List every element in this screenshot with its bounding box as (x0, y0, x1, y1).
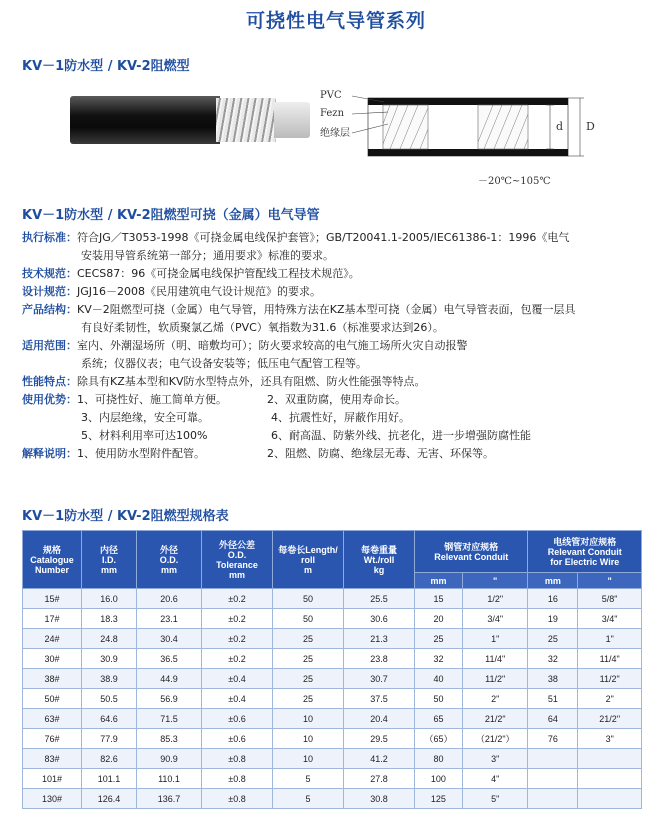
table-cell: 30.9 (82, 649, 137, 669)
table-cell: 30.6 (344, 609, 415, 629)
table-cell: 50 (273, 609, 344, 629)
table-cell: 21/2" (462, 709, 528, 729)
col-conduit-electric-wire: 电线管对应规格 Relevant Conduit for Electric Wire (528, 531, 642, 573)
table-cell: 11/2" (578, 669, 642, 689)
table-cell: 25.5 (344, 589, 415, 609)
table-cell: 11/2" (462, 669, 528, 689)
table-cell: 76# (23, 729, 82, 749)
table-cell (528, 769, 578, 789)
table-cell: 5 (273, 789, 344, 809)
table-cell: 2" (462, 689, 528, 709)
col-length: 每卷长Length/ roll m (273, 531, 344, 589)
table-cell: 110.1 (137, 769, 202, 789)
table-cell (528, 789, 578, 809)
col-relevant-conduit: 钢管对应规格 Relevant Conduit (415, 531, 528, 573)
table-cell: 36.5 (137, 649, 202, 669)
table-cell: 10 (273, 729, 344, 749)
section-title-product: KV－1防水型 / KV-2阻燃型 (22, 59, 190, 74)
table-cell: 15# (23, 589, 82, 609)
table-cell: 41.2 (344, 749, 415, 769)
table-cell: 64 (528, 709, 578, 729)
table-row (23, 649, 642, 669)
table-cell: ±0.2 (202, 629, 273, 649)
table-cell: 101.1 (82, 769, 137, 789)
table-cell: 23.1 (137, 609, 202, 629)
col-catalogue: 规格 Catalogue Number (23, 531, 82, 589)
table-cell: 10 (273, 749, 344, 769)
table-cell: 11/4" (462, 649, 528, 669)
table-cell: 21.3 (344, 629, 415, 649)
table-cell: 17# (23, 609, 82, 629)
table-cell: 30# (23, 649, 82, 669)
table-cell: 1" (462, 629, 528, 649)
table-cell: 80 (415, 749, 463, 769)
table-row (23, 789, 642, 809)
table-cell: 51 (528, 689, 578, 709)
label-pvc: PVC (320, 90, 342, 101)
table-cell (578, 769, 642, 789)
table-cell: 24.8 (82, 629, 137, 649)
table-cell: 76 (528, 729, 578, 749)
table-row (23, 609, 642, 629)
table-row (23, 709, 642, 729)
table-cell (578, 749, 642, 769)
table-row (23, 589, 642, 609)
table-cell: ±0.8 (202, 749, 273, 769)
table-cell: 25 (273, 649, 344, 669)
table-cell: ±0.4 (202, 689, 273, 709)
table-row (23, 749, 642, 769)
conduit-photo (70, 96, 310, 144)
table-cell: 24# (23, 629, 82, 649)
table-cell: 125 (415, 789, 463, 809)
table-cell: 30.7 (344, 669, 415, 689)
table-cell: 56.9 (137, 689, 202, 709)
table-cell: 44.9 (137, 669, 202, 689)
table-cell (528, 749, 578, 769)
table-cell: 65 (415, 709, 463, 729)
temperature-range: －20℃~105℃ (478, 176, 551, 187)
table-cell: 3/4" (462, 609, 528, 629)
table-cell: 50# (23, 689, 82, 709)
table-cell: 85.3 (137, 729, 202, 749)
table-row (23, 689, 642, 709)
table-cell (578, 789, 642, 809)
table-cell: 1" (578, 629, 642, 649)
table-cell: 50 (273, 589, 344, 609)
table-cell: 20 (415, 609, 463, 629)
table-cell: 25 (273, 669, 344, 689)
col-weight: 每卷重量 Wt./roll kg (344, 531, 415, 589)
table-cell: 5" (462, 789, 528, 809)
page-title: 可挠性电气导管系列 (245, 10, 426, 32)
table-cell: ±0.8 (202, 769, 273, 789)
table-cell: 25 (528, 629, 578, 649)
table-cell: 83# (23, 749, 82, 769)
col-od: 外径 O.D. mm (137, 531, 202, 589)
metal-layer (216, 98, 276, 142)
table-cell: 82.6 (82, 749, 137, 769)
table-cell: 25 (415, 629, 463, 649)
table-cell: 63# (23, 709, 82, 729)
insulation-core (274, 102, 310, 138)
table-cell: 25 (273, 629, 344, 649)
table-cell: 77.9 (82, 729, 137, 749)
pvc-jacket (70, 96, 220, 144)
table-cell: 50 (415, 689, 463, 709)
table-cell: ±0.6 (202, 709, 273, 729)
table-cell: 32 (528, 649, 578, 669)
table-cell: 38# (23, 669, 82, 689)
cross-section-diagram (318, 84, 618, 194)
section-title-table: KV－1防水型 / KV-2阻燃型规格表 (22, 509, 229, 524)
table-cell: 64.6 (82, 709, 137, 729)
label-insulation: 绝缘层 (320, 128, 350, 139)
table-cell: 21/2" (578, 709, 642, 729)
table-cell: 23.8 (344, 649, 415, 669)
col-id: 内径 I.D. mm (82, 531, 137, 589)
table-cell: ±0.2 (202, 609, 273, 629)
table-cell: 126.4 (82, 789, 137, 809)
table-cell: （65） (415, 729, 463, 749)
table-cell: ±0.4 (202, 669, 273, 689)
table-cell: 20.6 (137, 589, 202, 609)
col-tolerance: 外径公差 O.D. Tolerance mm (202, 531, 273, 589)
table-cell: 37.5 (344, 689, 415, 709)
table-cell: ±0.6 (202, 729, 273, 749)
table-cell: 16.0 (82, 589, 137, 609)
table-cell: 3/4" (578, 609, 642, 629)
table-cell: 10 (273, 709, 344, 729)
spec-standard: 执行标准：符合JG／T3053-1998《可挠金属电线保护套管》；GB/T20041.1-2005/IEC61386-1：1996《电气 安装用导管系统第一部分；通用要求》标准的要求。 技术规范：CECS87：96《可挠金属电线保护管配线工程技术规范》。 设计规范：JGJ16－2008《民用建筑电气设计规范》的要求。 产品结构：KV－2阻燃型可挠（金属）电气导管，用特殊方法在KZ基本型可挠（金属）电气导管表面，包覆一层具 有良好柔韧性，软质聚氯乙烯（PVC）氧指数为31.6（标准要求达到26）。 适用范围：室内、外潮湿场所（明、暗敷均可）；防火要求较高的电气施工场所火灾自动报警 系统；仪器仪表；电气设备安装等；低压电气配管工程等。 性能特点：除具有KZ基本型和KV防水型特点外，还具有阻燃、防火性能强等特点。 使用优势：1、可挠性好、施工简单方便。 2、双重防腐，使用寿命长。 3、内层绝缘，安全可靠。 4、抗震性好，屏蔽作用好。 5、材料利用率可达100% 6、耐高温、防紫外线、抗老化，进一步增强防腐性能 解释说明：1、使用防水型附件配管。 2、阻燃、防腐、绝缘层无毒、无害、环保等。 (22, 231, 576, 460)
table-cell: 3" (462, 749, 528, 769)
section-title-conduit: KV－1防水型 / KV-2阻燃型可挠（金属）电气导管 (22, 208, 320, 223)
table-cell: 38 (528, 669, 578, 689)
table-cell: 32 (415, 649, 463, 669)
table-cell: 1/2" (462, 589, 528, 609)
table-cell: 101# (23, 769, 82, 789)
table-cell: 11/4" (578, 649, 642, 669)
table-cell: 4" (462, 769, 528, 789)
table-cell: 29.5 (344, 729, 415, 749)
table-row (23, 769, 642, 789)
table-cell: 100 (415, 769, 463, 789)
label-fezn: Fezn (320, 108, 345, 119)
table-cell: ±0.2 (202, 589, 273, 609)
label-standard: 执行标准： (22, 231, 77, 244)
table-cell: 130# (23, 789, 82, 809)
table-cell: 5 (273, 769, 344, 789)
table-cell: 2" (578, 689, 642, 709)
table-cell: 25 (273, 689, 344, 709)
table-row (23, 669, 642, 689)
table-cell: 3" (578, 729, 642, 749)
table-cell: 19 (528, 609, 578, 629)
table-cell: 5/8" (578, 589, 642, 609)
table-cell: 40 (415, 669, 463, 689)
table-cell: 71.5 (137, 709, 202, 729)
table-cell: 30.4 (137, 629, 202, 649)
table-cell: 27.8 (344, 769, 415, 789)
table-row (23, 629, 642, 649)
table-cell: ±0.2 (202, 649, 273, 669)
dim-D: D (586, 120, 595, 133)
spec-table: 规格 Catalogue Number 内径 I.D. mm 外径 O.D. mm 外径公差 O.D. Tolerance mm 每卷长Length/ roll m 每卷重量 Wt./roll kg 钢管对应规格 Relevant Conduit 电线管对应规格 Relevant Conduit for Electric Wire mm " mm " 15# 16.0 20.6 ±0.2 50 25.5 15 1/2" 16 5/8" 17# 18.3 23.1 ±0.2 50 30.6 20 3/4" 19 3/4" 24# 24.8 30.4 ±0.2 25 21.3 25 1" 25 1" 30# 30.9 36.5 ±0.2 25 23.8 32 11/4" 32 11/4" 38# 38.9 44.9 ±0.4 25 30.7 40 11/2" 38 11/2" 50# 50.5 56.9 ±0.4 25 37.5 50 2" 51 2" 63# 64.6 71.5 ±0.6 10 20.4 65 21/2" 64 21/2" 76# 77.9 85.3 ±0.6 10 29.5 （65） （21/2"） 76 3" 83# 82.6 90.9 ±0.8 10 41.2 80 3" 101# 101.1 110.1 ±0.8 5 27.8 100 4" 130# 126.4 136.7 ±0.8 5 30.8 125 5" (22, 530, 642, 809)
table-cell: 30.8 (344, 789, 415, 809)
dim-d: d (556, 120, 564, 133)
table-cell: 20.4 (344, 709, 415, 729)
table-cell: ±0.8 (202, 789, 273, 809)
table-cell: 15 (415, 589, 463, 609)
table-cell: 90.9 (137, 749, 202, 769)
table-cell: 18.3 (82, 609, 137, 629)
table-cell: 38.9 (82, 669, 137, 689)
table-cell: （21/2"） (462, 729, 528, 749)
table-row (23, 729, 642, 749)
table-cell: 16 (528, 589, 578, 609)
table-cell: 50.5 (82, 689, 137, 709)
table-cell: 136.7 (137, 789, 202, 809)
